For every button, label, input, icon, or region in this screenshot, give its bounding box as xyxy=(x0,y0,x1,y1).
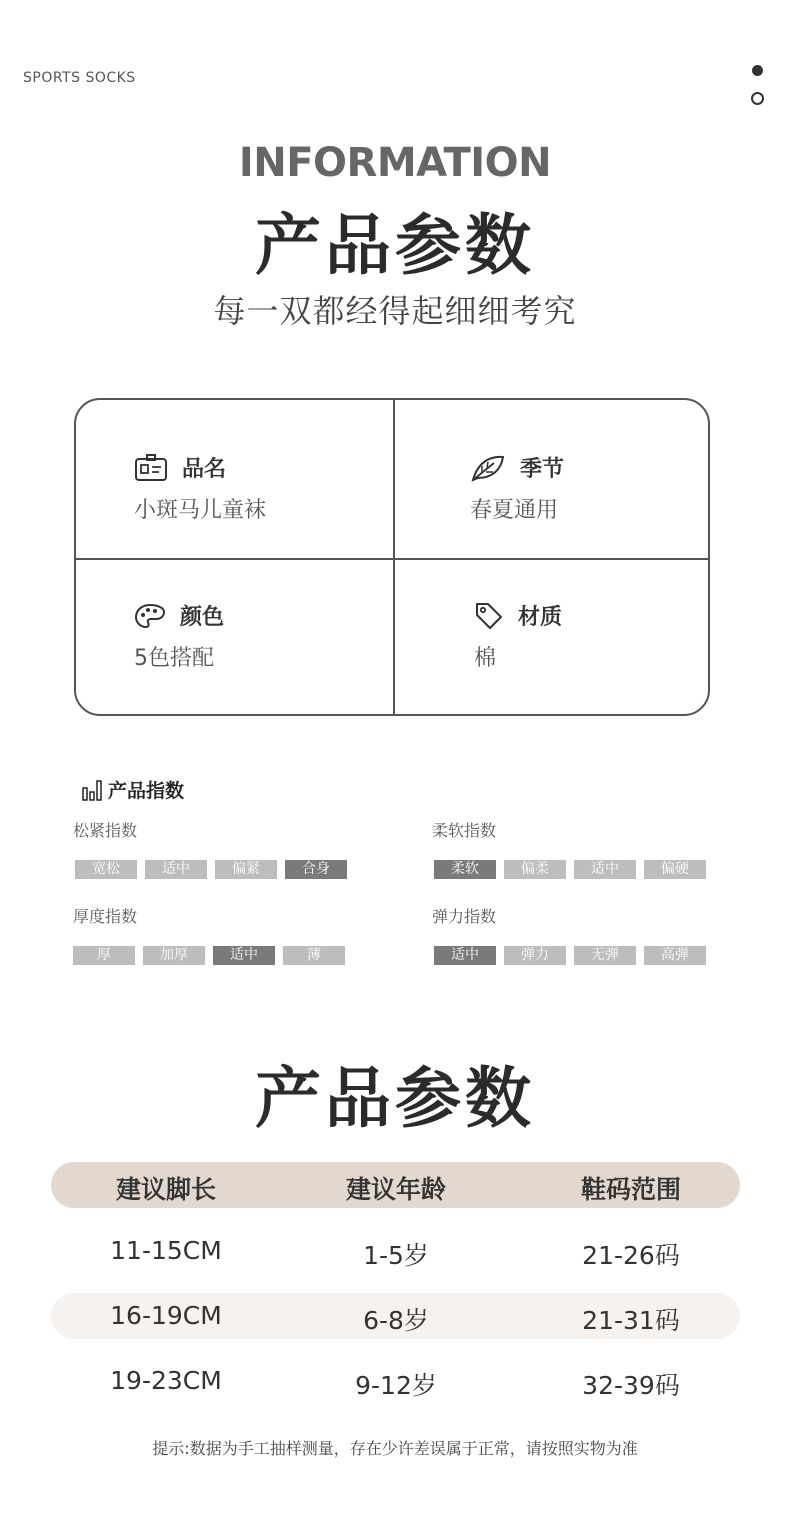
index-chip: 薄 xyxy=(283,946,345,965)
info-color-value: 5色搭配 xyxy=(134,646,214,671)
size-table-title: 产品参数 xyxy=(255,1060,535,1137)
page-indicator-dot[interactable] xyxy=(751,92,764,105)
info-name-label: 品名 xyxy=(182,457,227,482)
index-group-label: 柔软指数 xyxy=(432,821,497,840)
table-cell: 19-23CM xyxy=(110,1366,222,1395)
table-header-cell: 鞋码范围 xyxy=(580,1175,681,1204)
index-chip: 高弹 xyxy=(644,946,706,965)
tag-icon xyxy=(474,601,504,631)
index-chip: 适中 xyxy=(574,860,636,879)
product-info-card xyxy=(74,398,710,716)
index-chip: 偏紧 xyxy=(215,860,277,879)
index-chip: 加厚 xyxy=(143,946,205,965)
info-season-label: 季节 xyxy=(520,457,565,482)
page-indicator-dot-active[interactable] xyxy=(752,65,763,76)
disclaimer-note: 提示:数据为手工抽样测量，存在少许差误属于正常，请按照实物为准 xyxy=(152,1439,638,1458)
index-group-softness xyxy=(432,818,714,879)
info-cell-name xyxy=(134,452,434,602)
section-subtitle: 每一双都经得起细细考究 xyxy=(213,292,577,330)
product-index-title-text: 产品指数 xyxy=(108,780,185,802)
index-chip: 宽松 xyxy=(75,860,137,879)
table-header-cell: 建议脚长 xyxy=(115,1175,216,1204)
id-card-icon xyxy=(134,454,168,482)
index-group-label: 弹力指数 xyxy=(432,907,497,926)
table-cell: 1-5岁 xyxy=(363,1241,429,1270)
brand-label: SPORTS SOCKS xyxy=(23,70,136,86)
table-header-cell: 建议年龄 xyxy=(345,1175,446,1204)
bar-chart-icon xyxy=(82,779,102,801)
section-title-en: INFORMATION xyxy=(238,140,552,186)
index-chip: 无弹 xyxy=(574,946,636,965)
table-cell: 21-31码 xyxy=(582,1306,680,1335)
table-row xyxy=(0,1301,790,1333)
index-group-tightness xyxy=(73,818,355,879)
index-chip: 偏硬 xyxy=(644,860,706,879)
leaf-icon xyxy=(470,454,506,482)
info-cell-season xyxy=(470,452,710,602)
info-name-value: 小斑马儿童袜 xyxy=(134,498,267,523)
index-chip-selected: 柔软 xyxy=(434,860,496,879)
index-group-elasticity xyxy=(432,904,714,965)
table-row xyxy=(0,1366,790,1398)
index-group-label: 松紧指数 xyxy=(73,821,138,840)
table-cell: 11-15CM xyxy=(110,1236,222,1265)
info-material-value: 棉 xyxy=(474,646,497,671)
table-row xyxy=(0,1236,790,1268)
table-cell: 16-19CM xyxy=(110,1301,222,1330)
index-group-label: 厚度指数 xyxy=(73,907,138,926)
info-season-value: 春夏通用 xyxy=(470,498,559,523)
index-chip-selected: 适中 xyxy=(213,946,275,965)
index-chip-selected: 适中 xyxy=(434,946,496,965)
index-chip: 偏柔 xyxy=(504,860,566,879)
info-cell-color xyxy=(134,600,434,716)
index-group-thickness xyxy=(73,904,353,965)
size-table-header xyxy=(0,1170,790,1202)
index-chip-selected: 合身 xyxy=(285,860,347,879)
product-index-title xyxy=(82,776,184,803)
table-cell: 6-8岁 xyxy=(363,1306,429,1335)
table-cell: 21-26码 xyxy=(582,1241,680,1270)
table-cell: 32-39码 xyxy=(582,1371,680,1400)
palette-icon xyxy=(134,602,166,630)
info-color-label: 颜色 xyxy=(180,605,225,630)
info-cell-material xyxy=(474,600,710,716)
index-chip: 厚 xyxy=(73,946,135,965)
info-material-label: 材质 xyxy=(518,605,563,630)
section-title: 产品参数 xyxy=(255,207,535,284)
index-chip: 适中 xyxy=(145,860,207,879)
table-cell: 9-12岁 xyxy=(355,1371,437,1400)
index-chip: 弹力 xyxy=(504,946,566,965)
